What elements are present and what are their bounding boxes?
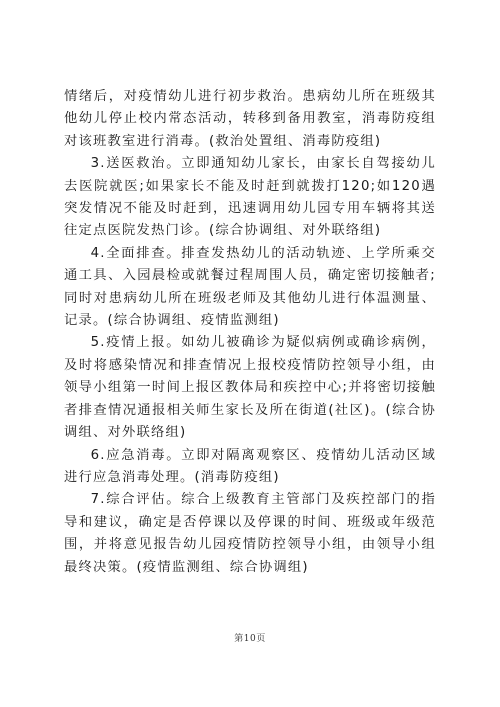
page-number: 第10页 xyxy=(234,634,266,644)
paragraph-6-emergency-disinfection: 6.应急消毒。立即对隔离观察区、疫情幼儿活动区域进行应急消毒处理。(消毒防疫组) xyxy=(64,447,436,485)
paragraph-3-hospital-treatment: 3.送医救治。立即通知幼儿家长，由家长自驾接幼儿去医院就医;如果家长不能及时赶到就拨打120;如120遇突发情况不能及时赶到，迅速调用幼儿园专用车辆将其送往定点医院发热门诊。(综合协调组、对外联络组) xyxy=(64,156,436,239)
paragraph-continuation: 情绪后，对疫情幼儿进行初步救治。患病幼儿所在班级其他幼儿停止校内常态活动，转移到备用教室，消毒防疫组对该班教室进行消毒。(救治处置组、消毒防疫组) xyxy=(64,89,436,149)
document-body xyxy=(64,86,436,579)
paragraph-7-comprehensive-assessment: 7.综合评估。综合上级教育主管部门及疾控部门的指导和建议，确定是否停课以及停课的时间、班级或年级范围，并将意见报告幼儿园疫情防控领导小组，由领导小组最终决策。(疫情监测组、综合协调组) xyxy=(64,492,436,575)
paragraph-5-epidemic-report: 5.疫情上报。如幼儿被确诊为疑似病例或确诊病例，及时将感染情况和排查情况上报校疫情防控领导小组，由领导小组第一时间上报区教体局和疾控中心;并将密切接触者排查情况通报相关师生家长及所在街道(社区)。(综合协调组、对外联络组) xyxy=(64,335,436,441)
paragraph-4-full-investigation: 4.全面排查。排查发热幼儿的活动轨迹、上学所乘交通工具、入园晨检或就餐过程周围人员，确定密切接触者;同时对患病幼儿所在班级老师及其他幼儿进行体温测量、记录。(综合协调组、疫情监测组) xyxy=(64,245,436,329)
